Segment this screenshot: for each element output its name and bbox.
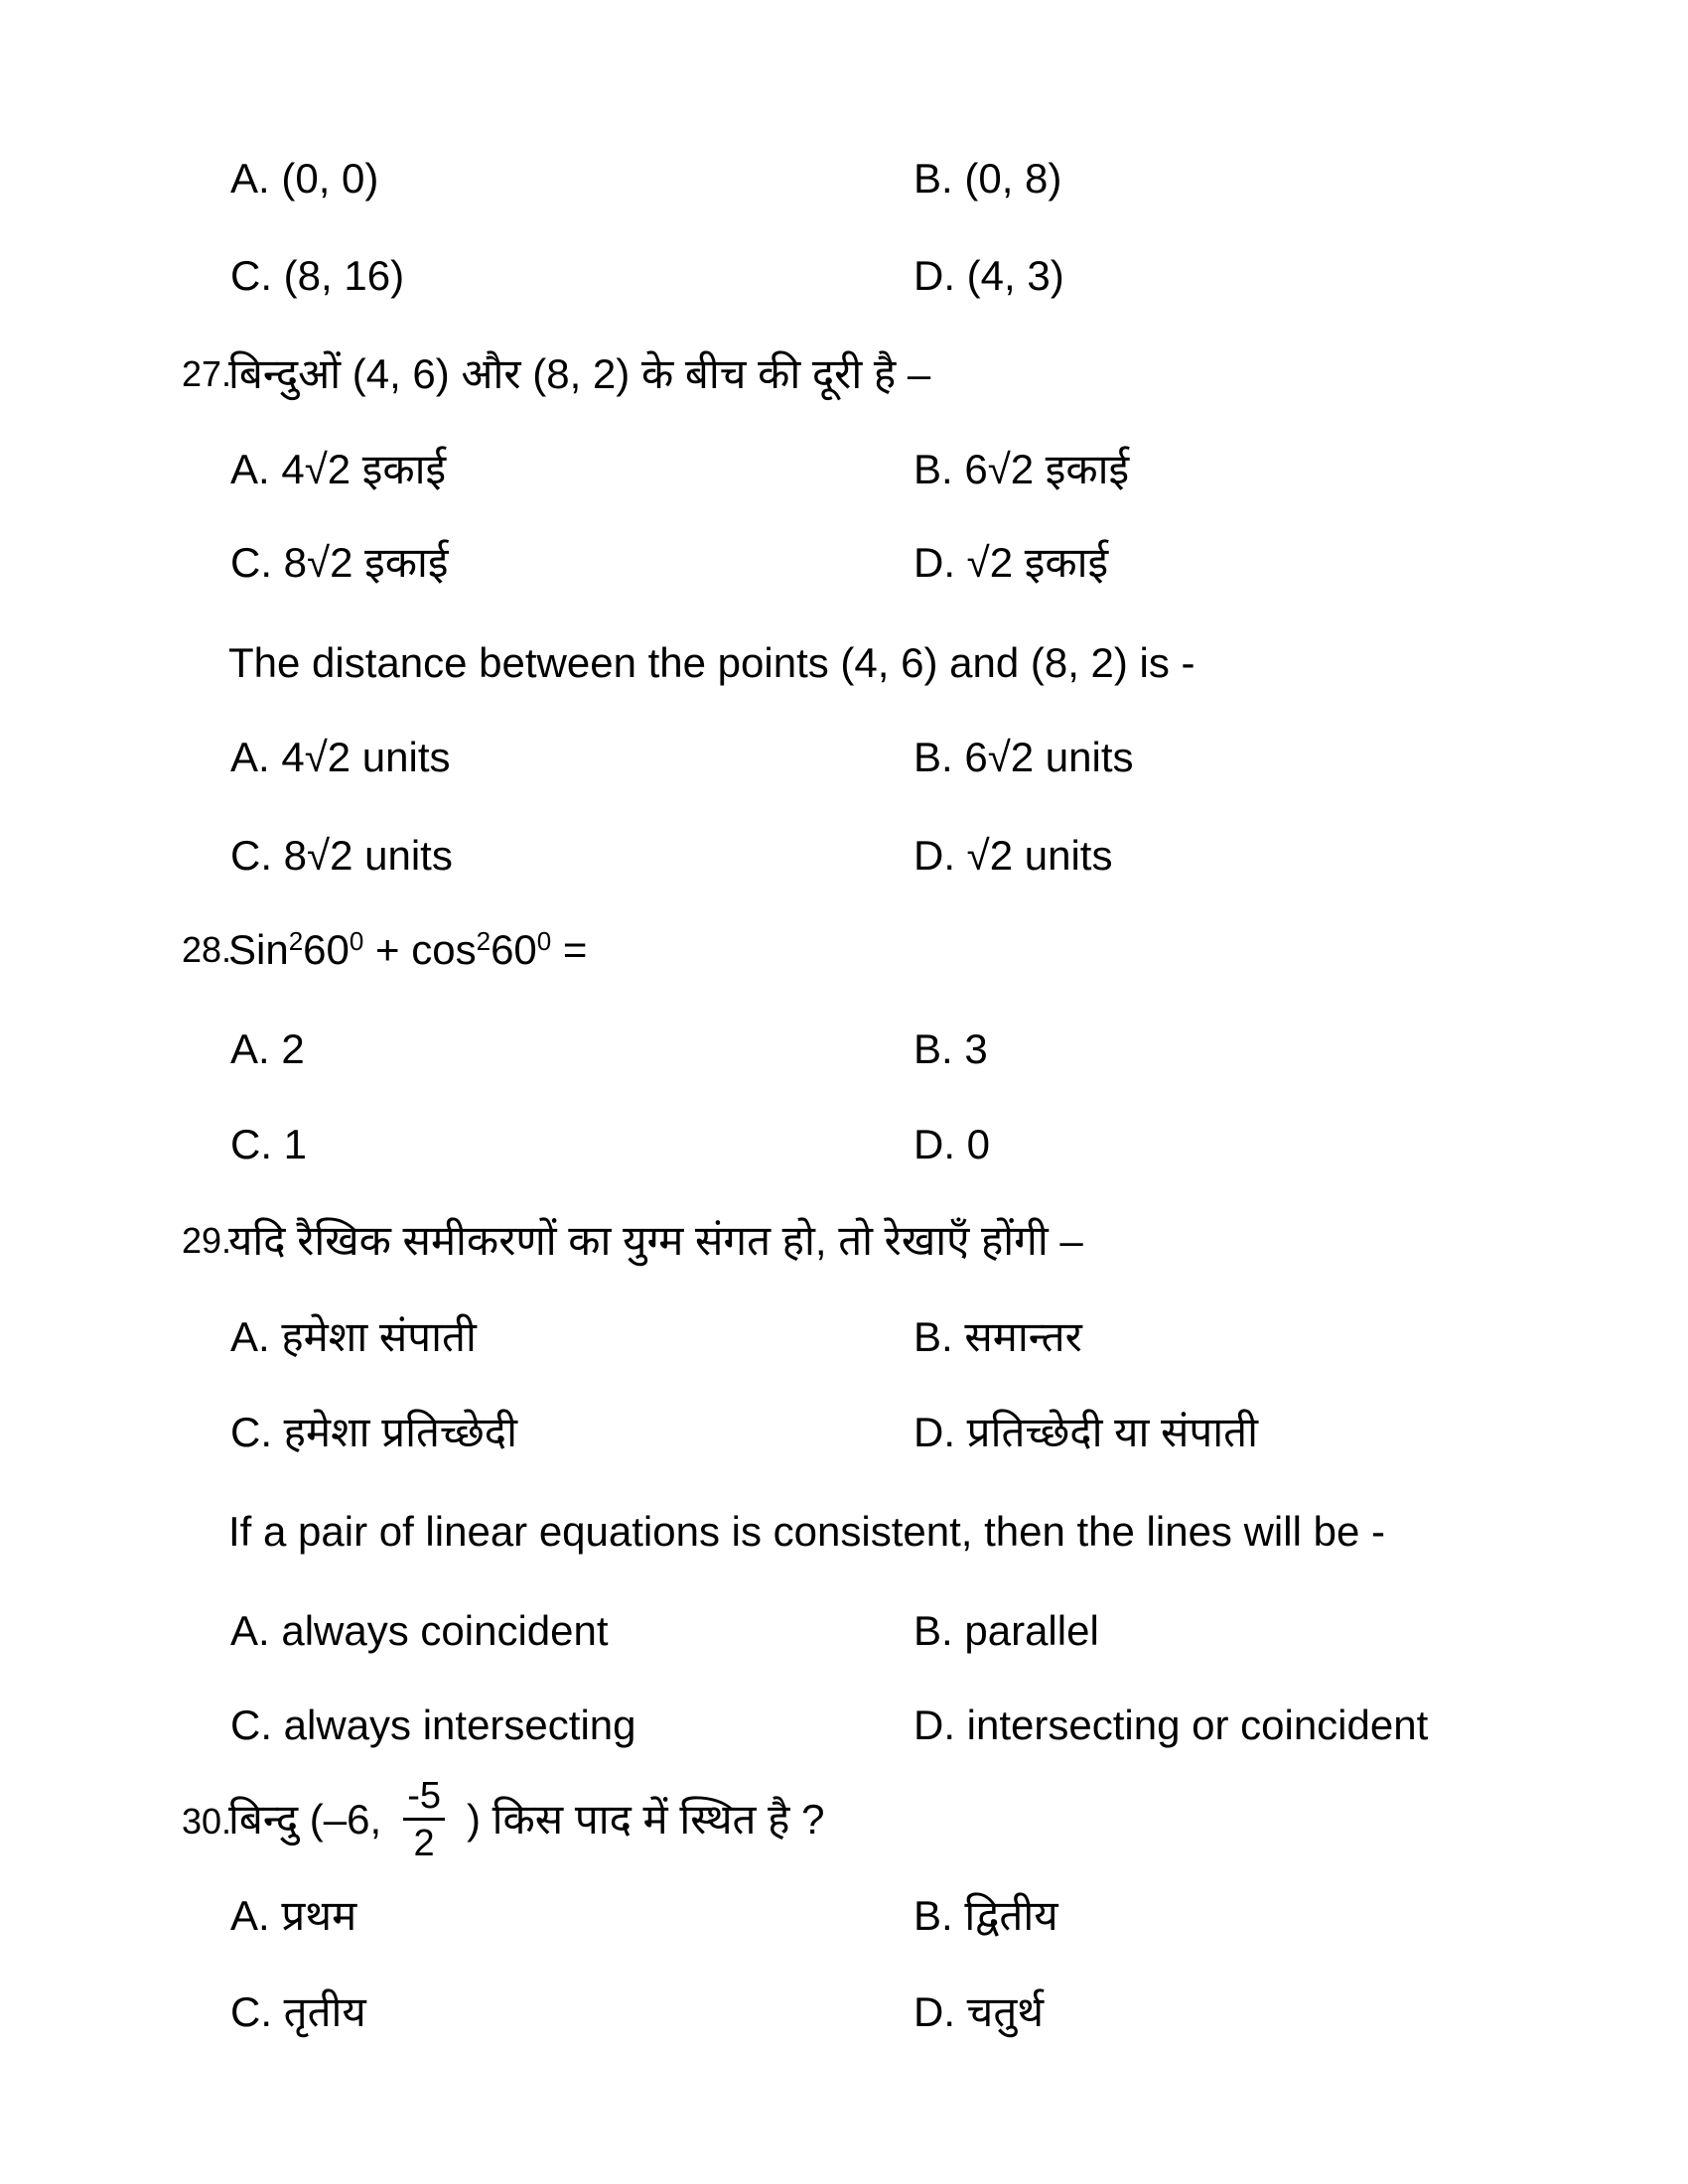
- fraction-denominator: 2: [413, 1823, 435, 1864]
- option-text: parallel: [964, 1607, 1099, 1654]
- option-label: D.: [914, 1702, 955, 1748]
- question-number: 28.: [182, 929, 232, 970]
- option-b: [914, 444, 1129, 495]
- option-label: B.: [914, 155, 953, 202]
- option-label: B.: [914, 1607, 953, 1654]
- option-label: D.: [914, 1121, 955, 1167]
- option-label: D.: [914, 832, 955, 879]
- option-a: [230, 1890, 356, 1942]
- option-text: (8, 16): [283, 252, 405, 299]
- option-b: [914, 1605, 1099, 1657]
- option-text: चतुर्थ: [966, 1988, 1045, 2035]
- option-label: A.: [230, 1607, 270, 1654]
- option-text: 1: [283, 1121, 308, 1167]
- option-c: [230, 537, 449, 589]
- option-text: हमेशा संपाती: [281, 1313, 477, 1360]
- question-text: The distance between the points (4, 6) and (8, 2) is -: [228, 639, 1196, 686]
- option-label: D.: [914, 252, 955, 299]
- option-c: [230, 1407, 517, 1458]
- question-text: [228, 924, 587, 976]
- option-b: [914, 1024, 988, 1075]
- expr-part: =: [551, 926, 588, 973]
- option-text: √2 units: [966, 832, 1113, 879]
- option-text: 6√2 units: [964, 734, 1134, 780]
- option-c: [230, 250, 404, 302]
- option-label: C.: [230, 1988, 272, 2035]
- option-label: C.: [230, 1121, 272, 1167]
- expr-part: 60: [303, 926, 350, 973]
- option-c: [230, 1700, 636, 1751]
- option-d: [914, 250, 1064, 302]
- superscript: 0: [349, 926, 364, 956]
- option-text: 8√2 units: [283, 832, 453, 879]
- option-d: [914, 1700, 1428, 1751]
- question-text: बिन्दुओं (4, 6) और (8, 2) के बीच की दूरी है –: [228, 350, 931, 397]
- option-a: [230, 444, 446, 495]
- superscript: 0: [536, 926, 552, 956]
- option-text: √2 इकाई: [966, 539, 1109, 586]
- option-b: [914, 732, 1134, 783]
- expr-part: 60: [491, 926, 537, 973]
- question-30: [0, 1774, 1688, 1865]
- option-d: [914, 1119, 990, 1170]
- option-label: B.: [914, 446, 953, 492]
- option-text: (0, 0): [281, 155, 379, 202]
- option-label: A.: [230, 446, 270, 492]
- option-label: B.: [914, 1892, 953, 1939]
- option-text: (0, 8): [964, 155, 1062, 202]
- option-a: [230, 1605, 609, 1657]
- option-label: C.: [230, 539, 272, 586]
- question-text: If a pair of linear equations is consistent, then the lines will be -: [228, 1508, 1385, 1555]
- option-text: 4√2 इकाई: [281, 446, 447, 492]
- option-b: [914, 1890, 1058, 1942]
- superscript: 2: [476, 926, 492, 956]
- option-text: intersecting or coincident: [966, 1702, 1429, 1748]
- option-label: B.: [914, 734, 953, 780]
- option-d: [914, 537, 1108, 589]
- option-label: D.: [914, 1988, 955, 2035]
- option-d: [914, 1986, 1044, 2038]
- question-number: 30.: [182, 1801, 232, 1842]
- expr-part: + cos: [363, 926, 477, 973]
- expr-part: Sin: [228, 926, 289, 973]
- option-text: 6√2 इकाई: [964, 446, 1130, 492]
- option-label: A.: [230, 1892, 270, 1939]
- question-number: 29.: [182, 1220, 232, 1261]
- option-b: [914, 153, 1061, 205]
- option-a: [230, 732, 451, 783]
- option-text: समान्तर: [964, 1313, 1082, 1360]
- option-text: हमेशा प्रतिच्छेदी: [283, 1409, 517, 1455]
- fraction-numerator: -5: [403, 1774, 445, 1821]
- option-text: 2: [281, 1025, 305, 1072]
- option-text: प्रतिच्छेदी या संपाती: [966, 1409, 1258, 1455]
- option-label: D.: [914, 539, 955, 586]
- option-c: [230, 1986, 366, 2038]
- option-label: C.: [230, 1702, 272, 1748]
- option-text: always intersecting: [283, 1702, 636, 1748]
- option-b: [914, 1311, 1082, 1363]
- question-text-after-fraction: ) किस पाद में स्थित है ?: [466, 1796, 825, 1843]
- option-label: B.: [914, 1313, 953, 1360]
- option-text: 3: [964, 1025, 988, 1072]
- option-a: [230, 1311, 477, 1363]
- option-text: 8√2 इकाई: [283, 539, 449, 586]
- option-text: द्वितीय: [964, 1892, 1058, 1939]
- option-c: [230, 830, 453, 882]
- option-label: C.: [230, 1409, 272, 1455]
- option-label: C.: [230, 832, 272, 879]
- option-c: [230, 1119, 307, 1170]
- option-text: 0: [966, 1121, 991, 1167]
- question-text: [228, 1774, 824, 1865]
- question-text: यदि रैखिक समीकरणों का युग्म संगत हो, तो रेखाएँ होंगी –: [228, 1217, 1083, 1264]
- option-text: तृतीय: [283, 1988, 366, 2035]
- option-label: A.: [230, 1025, 270, 1072]
- option-text: always coincident: [281, 1607, 609, 1654]
- option-d: [914, 830, 1112, 882]
- fraction: [403, 1774, 445, 1865]
- question-text-before-fraction: बिन्दु (–6,: [228, 1796, 382, 1843]
- option-label: A.: [230, 155, 270, 202]
- question-number: 27.: [182, 353, 232, 394]
- option-label: A.: [230, 1313, 270, 1360]
- option-d: [914, 1407, 1258, 1458]
- option-label: B.: [914, 1025, 953, 1072]
- option-label: A.: [230, 734, 270, 780]
- option-label: D.: [914, 1409, 955, 1455]
- option-a: [230, 1024, 305, 1075]
- option-a: [230, 153, 378, 205]
- option-label: C.: [230, 252, 272, 299]
- option-text: 4√2 units: [281, 734, 451, 780]
- option-text: (4, 3): [966, 252, 1064, 299]
- option-text: प्रथम: [281, 1892, 357, 1939]
- superscript: 2: [288, 926, 304, 956]
